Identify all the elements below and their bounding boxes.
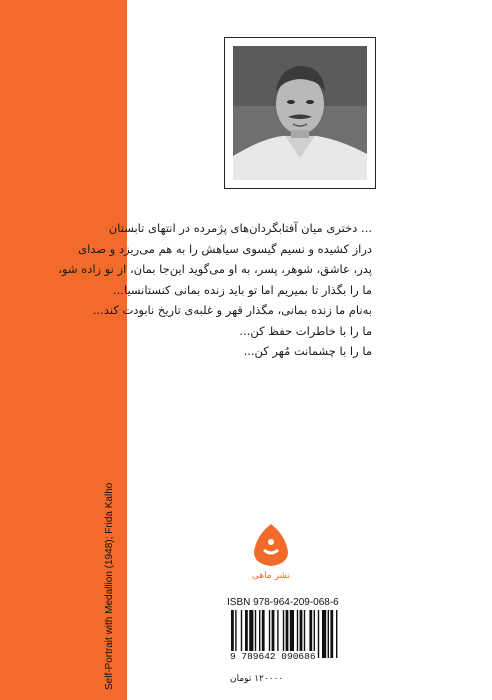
poem-text	[58, 218, 372, 362]
poem-line: ما را با خاطرات حفظ کن...	[239, 323, 372, 338]
author-portrait	[233, 46, 367, 180]
poem-line: به‌نام ما زنده بمانی، مگذار قهر و غلبه‌ی تاریخ نابودت کند...	[92, 303, 372, 317]
author-photo-frame	[224, 37, 376, 189]
poem-line: پدر، عاشق، شوهر، پسر، به او می‌گوید این‌جا بمان، از نو زاده شو،	[58, 262, 372, 276]
photo-credit: Self-Portrait with Medallion (1948); Frida Kalho	[104, 482, 115, 690]
poem-line: ما را با چشمانت مُهر کن...	[243, 344, 372, 358]
isbn-text: ISBN 978-964-209-068-6	[227, 597, 339, 608]
barcode-digits: 9 789642 090686	[230, 651, 316, 662]
price-label: ۱۲۰۰۰۰ تومان	[230, 674, 284, 684]
poem-line: ما را بگذار تا بمیریم اما تو باید زنده بمانی کنستانسیا...	[112, 282, 372, 297]
barcode-block	[227, 597, 380, 677]
publisher-logo-icon	[246, 522, 296, 582]
publisher-logo-text: نشر ماهی	[251, 571, 291, 581]
poem-line: ... دختری میان آفتابگردان‌های پژمرده در انتهای تابستان	[108, 221, 372, 235]
poem-line: دراز کشیده و نسیم گیسوی سیاهش را به هم می‌ریزد و صدای	[78, 241, 372, 256]
